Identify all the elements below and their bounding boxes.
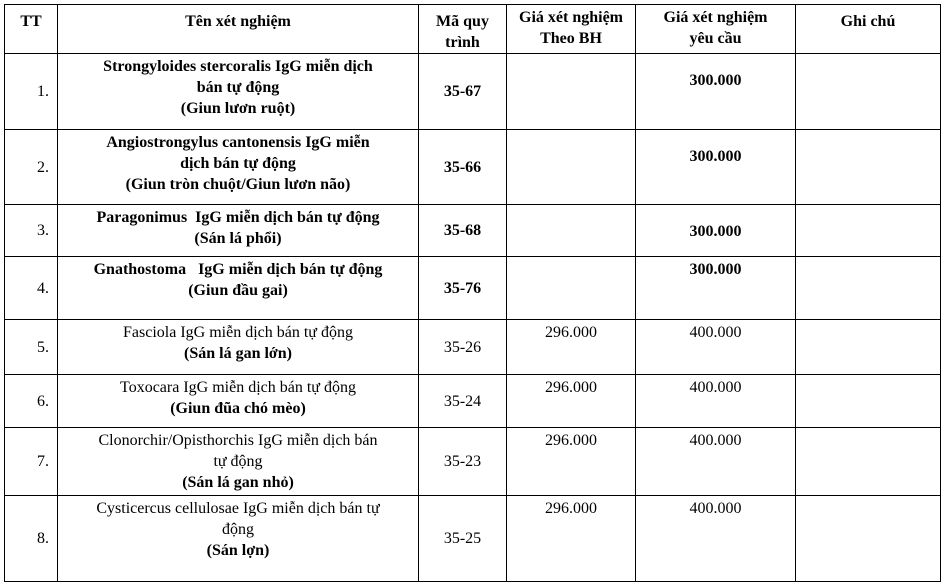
row-number: 3. — [5, 205, 58, 257]
test-name — [58, 496, 419, 582]
test-name — [58, 320, 419, 375]
test-name-line: Toxocara IgG miễn dịch bán tự động — [120, 379, 356, 396]
note-cell — [796, 205, 941, 257]
test-name — [58, 205, 419, 257]
procedure-code: 35-76 — [419, 257, 507, 320]
table-row — [5, 375, 941, 428]
header-bh-line1: Giá xét nghiệm — [519, 9, 623, 26]
test-name-subtitle: (Sán lá gan nhỏ) — [182, 474, 294, 491]
header-note: Ghi chú — [796, 5, 941, 54]
row-number: 5. — [5, 320, 58, 375]
procedure-code: 35-66 — [419, 130, 507, 205]
test-name-subtitle: (Giun tròn chuột/Giun lươn não) — [125, 176, 351, 193]
header-code-line2: trình — [445, 34, 480, 51]
row-number: 2. — [5, 130, 58, 205]
test-name — [58, 257, 419, 320]
requested-price: 400.000 — [636, 375, 796, 428]
procedure-code: 35-26 — [419, 320, 507, 375]
procedure-code: 35-67 — [419, 54, 507, 130]
insurance-price: 296.000 — [507, 496, 636, 582]
test-name-line: Strongyloides stercoralis IgG miễn dịch — [103, 58, 373, 75]
test-name-subtitle: (Sán lợn) — [206, 542, 270, 559]
procedure-code: 35-24 — [419, 375, 507, 428]
header-insurance-price — [507, 5, 636, 54]
test-name-line: tự động — [213, 453, 263, 470]
insurance-price — [507, 54, 636, 130]
row-number: 7. — [5, 428, 58, 496]
header-bh-line2: Theo BH — [540, 30, 602, 47]
test-name-line: Angiostrongylus cantonensis IgG miễn — [106, 134, 370, 151]
test-name-subtitle: (Giun đầu gai) — [188, 282, 288, 299]
insurance-price: 296.000 — [507, 428, 636, 496]
test-name — [58, 54, 419, 130]
table-row — [5, 257, 941, 320]
header-code-line1: Mã quy — [436, 13, 489, 30]
insurance-price — [507, 257, 636, 320]
table-row — [5, 496, 941, 582]
procedure-code: 35-25 — [419, 496, 507, 582]
note-cell — [796, 257, 941, 320]
requested-price: 300.000 — [636, 205, 796, 257]
table-row — [5, 205, 941, 257]
note-cell — [796, 130, 941, 205]
row-number: 8. — [5, 496, 58, 582]
test-name-subtitle: (Sán lá gan lớn) — [184, 345, 292, 362]
procedure-code: 35-23 — [419, 428, 507, 496]
test-name-line: Clonorchir/Opisthorchis IgG miễn dịch bán — [98, 432, 378, 449]
header-req-line1: Giá xét nghiệm — [663, 9, 768, 26]
table-row — [5, 54, 941, 130]
test-name — [58, 130, 419, 205]
table-row — [5, 130, 941, 205]
test-name-subtitle: (Giun đũa chó mèo) — [170, 400, 306, 417]
requested-price: 400.000 — [636, 428, 796, 496]
test-name-line: động — [222, 521, 254, 538]
table-row — [5, 428, 941, 496]
note-cell — [796, 54, 941, 130]
test-name-line: bán tự động — [196, 79, 280, 96]
header-tt: TT — [5, 5, 58, 54]
insurance-price: 296.000 — [507, 320, 636, 375]
header-procedure-code — [419, 5, 507, 54]
test-name-line: Paragonimus IgG miễn dịch bán tự động — [96, 209, 380, 226]
test-name — [58, 375, 419, 428]
requested-price: 300.000 — [636, 54, 796, 130]
test-price-table — [4, 4, 941, 582]
row-number: 6. — [5, 375, 58, 428]
note-cell — [796, 320, 941, 375]
test-name-line: dịch bán tự động — [180, 155, 296, 172]
requested-price: 400.000 — [636, 496, 796, 582]
test-name-line: Fasciola IgG miễn dịch bán tự động — [123, 324, 353, 341]
test-name-subtitle: (Sán lá phổi) — [194, 230, 282, 247]
test-name-line: Gnathostoma IgG miễn dịch bán tự động — [93, 261, 383, 278]
test-name — [58, 428, 419, 496]
procedure-code: 35-68 — [419, 205, 507, 257]
requested-price: 300.000 — [636, 130, 796, 205]
row-number: 1. — [5, 54, 58, 130]
header-requested-price — [636, 5, 796, 54]
table-row — [5, 320, 941, 375]
test-name-subtitle: (Giun lươn ruột) — [180, 100, 296, 117]
note-cell — [796, 428, 941, 496]
row-number: 4. — [5, 257, 58, 320]
requested-price: 400.000 — [636, 320, 796, 375]
note-cell — [796, 496, 941, 582]
insurance-price — [507, 130, 636, 205]
note-cell — [796, 375, 941, 428]
insurance-price: 296.000 — [507, 375, 636, 428]
insurance-price — [507, 205, 636, 257]
header-test-name: Tên xét nghiệm — [58, 5, 419, 54]
table-header-row — [5, 5, 941, 54]
header-req-line2: yêu cầu — [689, 30, 742, 47]
test-name-line: Cysticercus cellulosae IgG miễn dịch bán tự — [96, 500, 380, 517]
requested-price: 300.000 — [636, 257, 796, 320]
